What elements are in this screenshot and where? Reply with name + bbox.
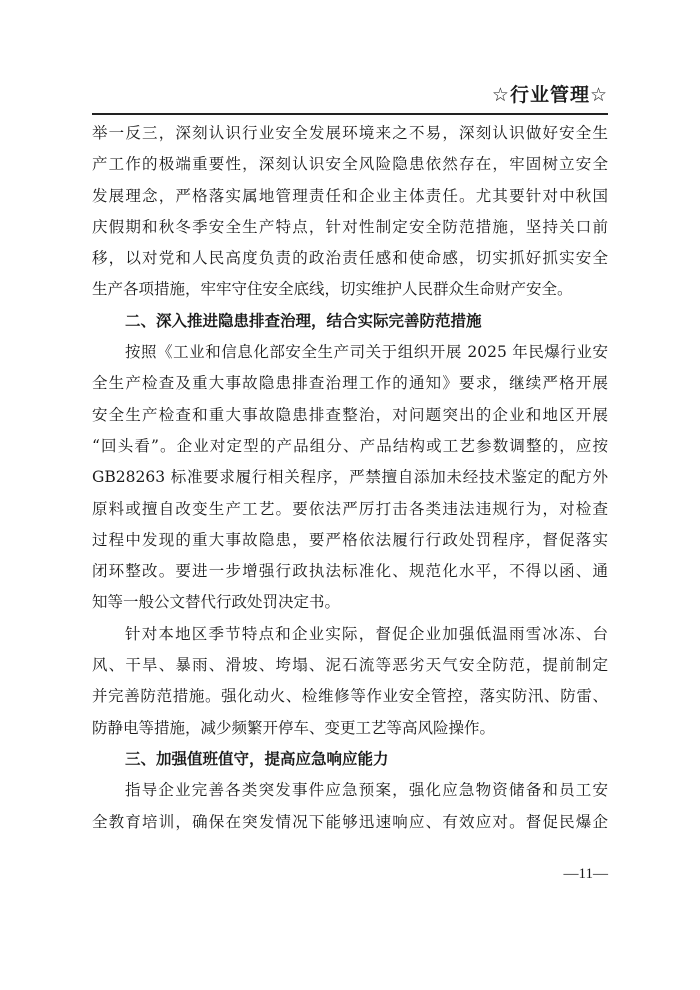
text-line: 风、干旱、暴雨、滑坡、垮塌、泥石流等恶劣天气安全防范，提前制定 [92, 656, 608, 675]
document-body [92, 118, 608, 838]
text-line: GB28263 标准要求履行相关程序，严禁擅自添加未经技术鉴定的配方外 [92, 468, 608, 487]
text-line: 闭环整改。要进一步增强行政执法标准化、规范化水平，不得以函、通 [92, 562, 608, 581]
text-line: 按照《工业和信息化部安全生产司关于组织开展 2025 年民爆行业安 [125, 343, 608, 362]
text-line: 过程中发现的重大事故隐患，要严格依法履行行政处罚程序，督促落实 [92, 530, 608, 549]
header-rule [92, 113, 608, 115]
text-line: 移，以对党和人民高度负责的政治责任感和使命感，切实抓好抓实安全 [92, 249, 608, 268]
text-line: 指导企业完善各类突发事件应急预案，强化应急物资储备和员工安 [125, 781, 608, 800]
text-line: 全教育培训，确保在突发情况下能够迅速响应、有效应对。督促民爆企 [92, 812, 608, 831]
section-heading: 二、深入推进隐患排查治理，结合实际完善防范措施 [125, 311, 482, 330]
text-line: 庆假期和秋冬季安全生产特点，针对性制定安全防范措施，坚持关口前 [92, 217, 608, 236]
text-line: 全生产检查及重大事故隐患排查治理工作的通知》要求，继续严格开展 [92, 374, 608, 393]
text-line: 针对本地区季节特点和企业实际，督促企业加强低温雨雪冰冻、台 [125, 624, 608, 643]
text-line: 生产各项措施，牢牢守住安全底线，切实维护人民群众生命财产安全。 [92, 280, 573, 299]
text-line: 安全生产检查和重大事故隐患排查整治，对问题突出的企业和地区开展 [92, 405, 608, 424]
section-header: ☆行业管理☆ [491, 84, 608, 106]
text-line: 原料或擅自改变生产工艺。要依法严厉打击各类违法违规行为，对检查 [92, 499, 608, 518]
text-line: 并完善防范措施。强化动火、检维修等作业安全管控，落实防汛、防雷、 [92, 687, 608, 706]
text-line: 发展理念，严格落实属地管理责任和企业主体责任。尤其要针对中秋国 [92, 186, 608, 205]
text-line: 产工作的极端重要性，深刻认识安全风险隐患依然存在，牢固树立安全 [92, 155, 608, 174]
text-line: 举一反三，深刻认识行业安全发展环境来之不易，深刻认识做好安全生 [92, 124, 608, 142]
text-line: 防静电等措施，减少频繁开停车、变更工艺等高风险操作。 [92, 718, 496, 737]
text-line: “回头看”。企业对定型的产品组分、产品结构或工艺参数调整的，应按 [92, 436, 608, 455]
page-number: —11— [563, 866, 608, 882]
section-heading: 三、加强值班值守，提高应急响应能力 [125, 749, 389, 768]
text-line: 知等一般公文替代行政处罚决定书。 [92, 593, 341, 612]
